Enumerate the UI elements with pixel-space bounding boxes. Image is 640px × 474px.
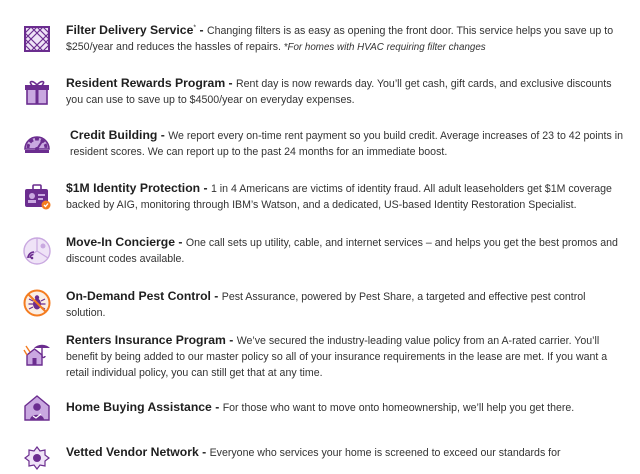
service-description: Credit Building - We report every on-time rent payment so you build credit. Average increases of 23 to 42 points in resident scores. We can report up to the past 24 months for an immediate boost. <box>70 128 623 158</box>
service-description: Move-In Concierge - One call sets up utility, cable, and internet services – and helps you get the best promos and discount codes available. <box>66 235 618 265</box>
service-title: Vetted Vendor Network <box>66 445 199 459</box>
service-description: Filter Delivery Service* - Changing filters is as easy as opening the front door. This service helps you save up to $250/year and reduces the hassles of repairs. *For homes with HVAC requiring filter changes <box>66 23 614 53</box>
service-description: On-Demand Pest Control - Pest Assurance, powered by Pest Share, a targeted and effective pest control solution. <box>66 289 586 319</box>
service-description: $1M Identity Protection - 1 in 4 Americans are victims of identity fraud. All adult leaseholders get $1M coverage backed by AIG, monitoring through IBM’s Watson, and a dedicated, US-based Identity Restoration Specialist. <box>66 181 612 211</box>
home-person-icon <box>22 393 52 423</box>
credit-gauge-icon <box>22 129 52 159</box>
service-title: Renters Insurance Program <box>66 333 226 347</box>
service-title: Resident Rewards Program <box>66 76 226 90</box>
umbrella-house-icon <box>22 338 52 368</box>
footnote-mark: * <box>193 24 197 32</box>
air-filter-icon <box>22 24 52 54</box>
service-description: Resident Rewards Program - Rent day is now rewards day. You’ll get cash, gift cards, and exclusive discounts you can use to save up to $4500/year on everyday expenses. <box>66 76 612 106</box>
no-bugs-icon <box>22 288 52 318</box>
footnote-note: *For homes with HVAC requiring filter changes <box>280 42 486 53</box>
vendor-badge-icon <box>22 444 52 474</box>
service-description: Vetted Vendor Network - Everyone who services your home is screened to exceed our standards for <box>66 445 561 459</box>
service-title: Move-In Concierge <box>66 235 176 249</box>
service-title: On-Demand Pest Control <box>66 289 211 303</box>
service-title: $1M Identity Protection <box>66 181 201 195</box>
concierge-wifi-icon <box>22 236 52 266</box>
service-description: Home Buying Assistance - For those who want to move onto homeownership, we’ll help you get there. <box>66 400 575 414</box>
service-title: Filter Delivery Service <box>66 23 194 37</box>
gift-box-icon <box>22 77 52 107</box>
id-badge-icon <box>22 182 52 212</box>
service-title: Credit Building <box>70 128 158 142</box>
service-description: Renters Insurance Program - We’ve secured the industry-leading value policy from an A-rated carrier. You’ll benefit by being added to our master policy so all of your insurance requirements in the lease are met. If you want a retail individual policy, you can still get that at any time. <box>66 333 608 379</box>
service-title: Home Buying Assistance <box>66 400 212 414</box>
